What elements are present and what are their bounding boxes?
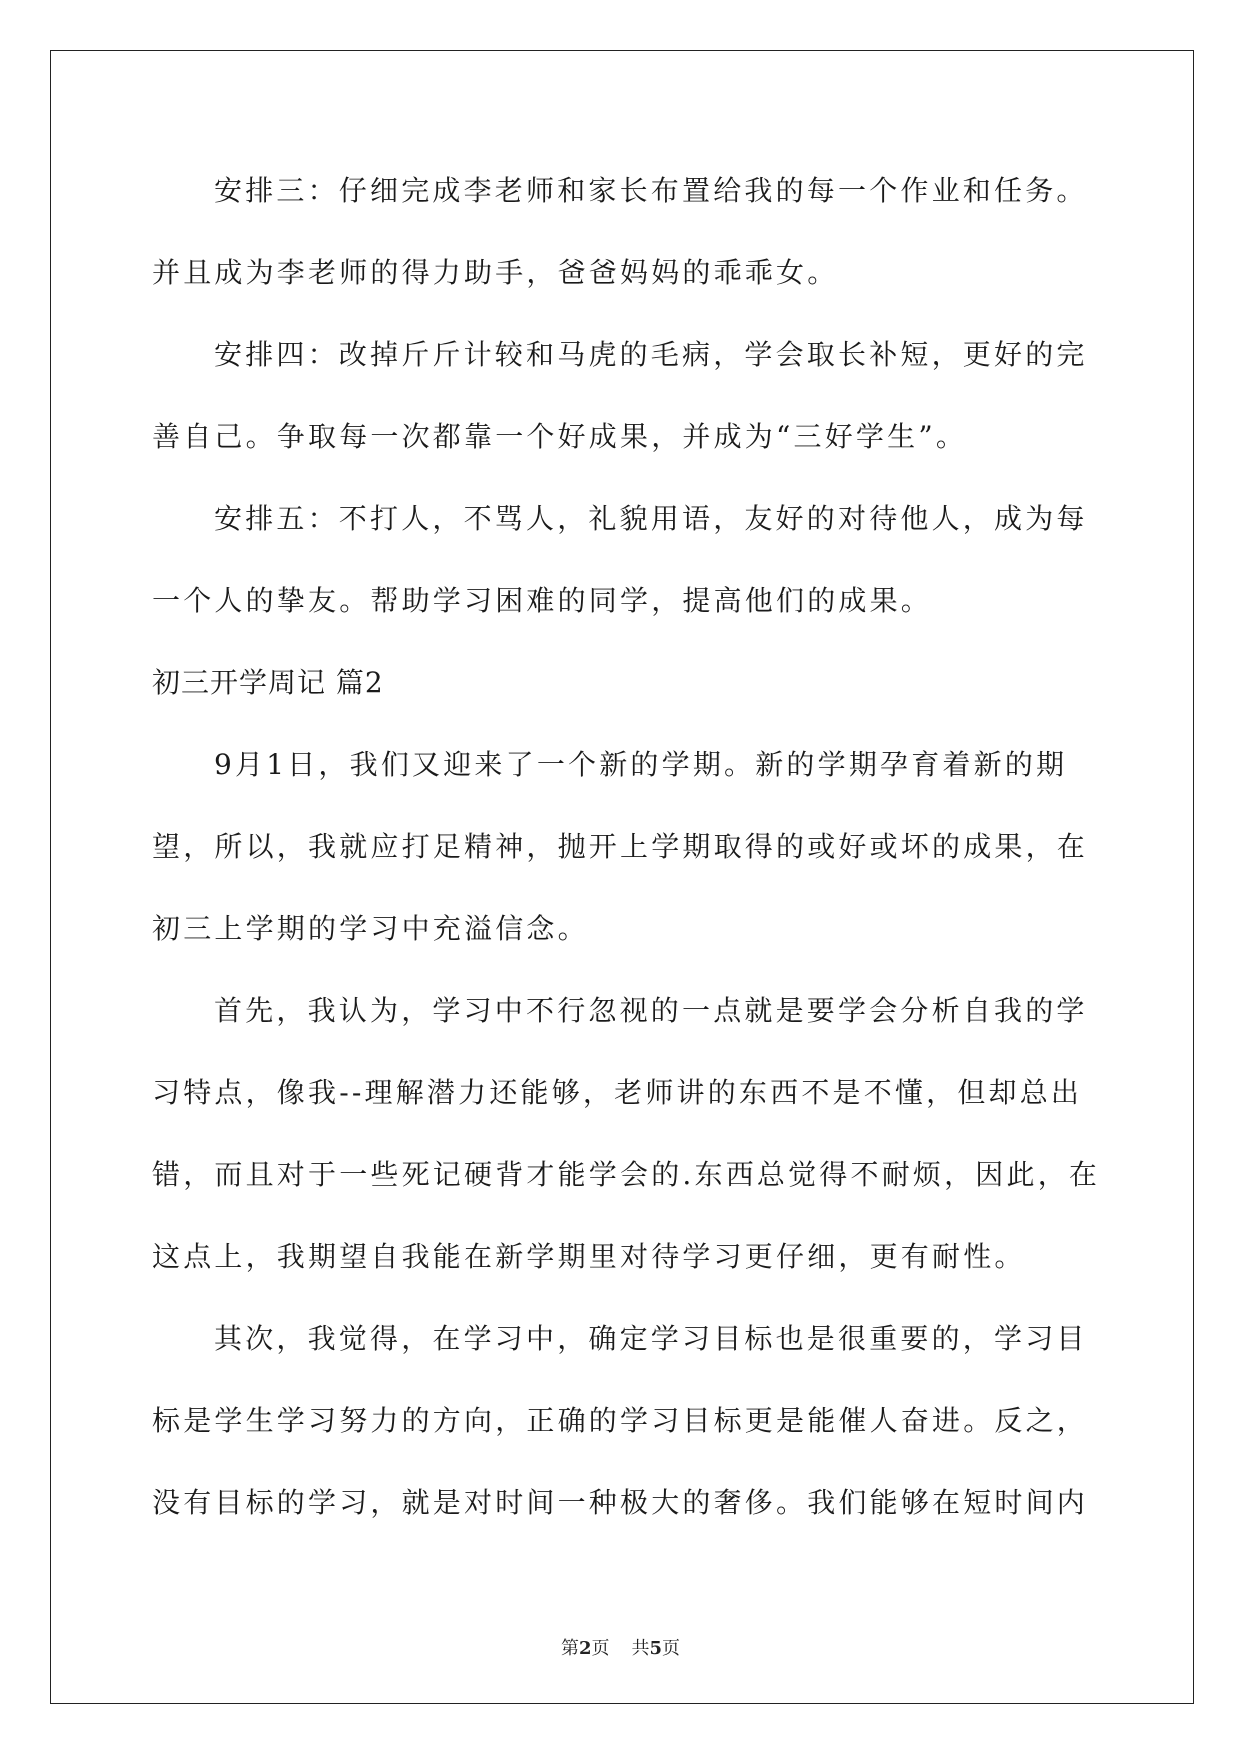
text-line: 初三上学期的学习中充溢信念。 [152,912,589,945]
text-line: 其次，我觉得，在学习中，确定学习目标也是很重要的，学习目 [214,1322,1088,1355]
text-line: 善自己。争取每一次都靠一个好成果，并成为“三好学生”。 [152,420,968,453]
total-prefix: 共 [631,1638,650,1659]
text-line: 望，所以，我就应打足精神，抛开上学期取得的或好或坏的成果，在 [152,830,1089,863]
page-total: 5 [649,1638,663,1659]
text-line: 标是学生学习努力的方向，正确的学习目标更是能催人奋进。反之， [152,1404,1089,1437]
text-line: 一个人的挚友。帮助学习困难的同学，提高他们的成果。 [152,584,933,617]
total-suffix: 页 [662,1638,681,1659]
page-prefix: 第 [560,1638,579,1659]
text-line: 没有目标的学习，就是对时间一种极大的奢侈。我们能够在短时间内 [152,1486,1089,1519]
section-heading: 初三开学周记 篇2 [152,666,384,699]
text-line: 错，而且对于一些死记硬背才能学会的.东西总觉得不耐烦，因此，在 [152,1158,1101,1191]
text-line: 安排三：仔细完成李老师和家长布置给我的每一个作业和任务。 [214,174,1088,207]
text-line: 9月1日，我们又迎来了一个新的学期。新的学期孕育着新的期 [214,748,1068,781]
text-line: 并且成为李老师的得力助手，爸爸妈妈的乖乖女。 [152,256,839,289]
text-line: 安排五：不打人，不骂人，礼貌用语，友好的对待他人，成为每 [214,502,1088,535]
text-line: 习特点，像我--理解潜力还能够，老师讲的东西不是不懂，但却总出 [152,1076,1083,1109]
page-suffix: 页 [591,1638,610,1659]
text-line: 安排四：改掉斤斤计较和马虎的毛病，学会取长补短，更好的完 [214,338,1088,371]
text-line: 首先，我认为，学习中不行忽视的一点就是要学会分析自我的学 [214,994,1088,1027]
text-line: 这点上，我期望自我能在新学期里对待学习更仔细，更有耐性。 [152,1240,1026,1273]
page-current: 2 [578,1638,592,1659]
document-body [152,150,1101,1544]
page-footer [0,1634,1241,1660]
